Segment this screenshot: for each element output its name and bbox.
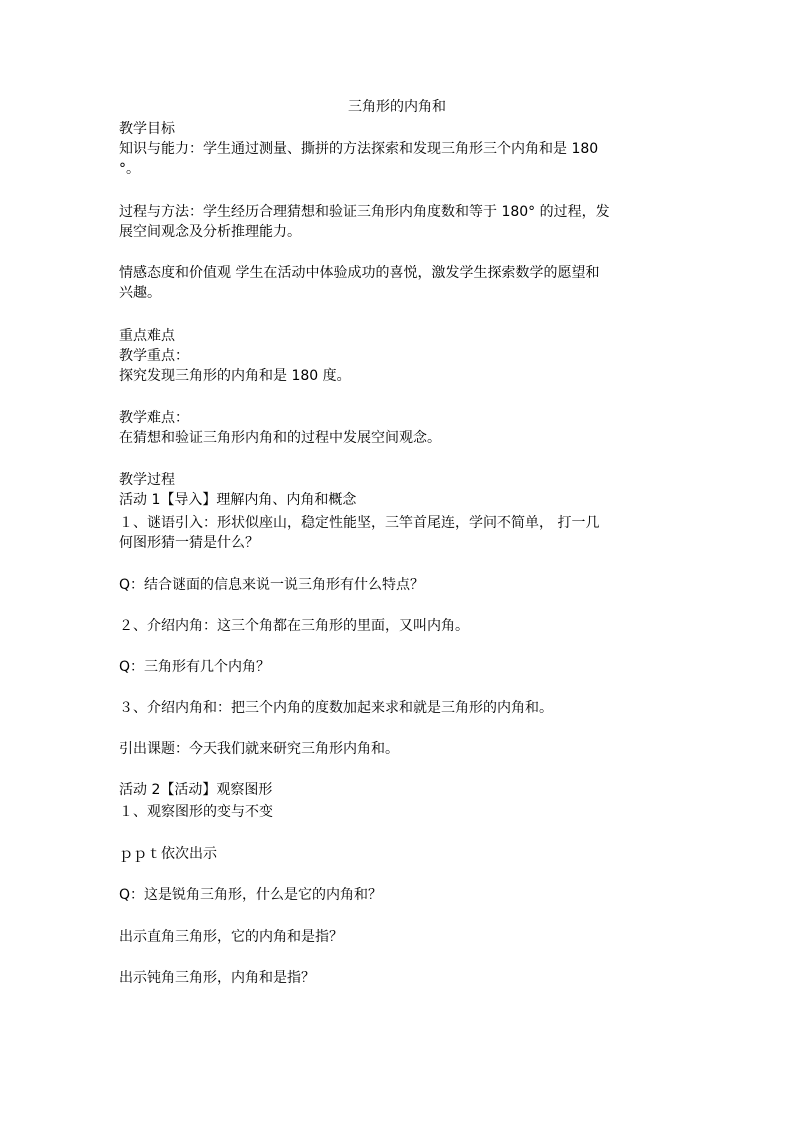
paragraph-line: 兴趣。 — [119, 285, 161, 301]
document-title: 三角形的内角和 — [348, 99, 446, 115]
activity-heading: 活动 1【导入】理解内角、内角和概念 — [119, 492, 357, 508]
paragraph-line: 情感态度和价值观 学生在活动中体验成功的喜悦，激发学生探索数学的愿望和 — [119, 265, 600, 281]
paragraph-line: °。 — [119, 161, 140, 177]
paragraph-line: １、观察图形的变与不变 — [119, 804, 273, 820]
paragraph-line: 知识与能力：学生通过测量、撕拼的方法探索和发现三角形三个内角和是 180 — [119, 141, 599, 157]
paragraph-line: 探究发现三角形的内角和是 180 度。 — [119, 368, 351, 384]
question-line: Q：这是锐角三角形，什么是它的内角和？ — [119, 887, 383, 903]
heading-teaching-goals: 教学目标 — [119, 121, 175, 137]
paragraph-line: ２、介绍内角：这三个角都在三角形的里面，又叫内角。 — [119, 618, 469, 634]
subheading-key-point: 教学重点： — [119, 348, 189, 364]
paragraph-line: ３、介绍内角和：把三个内角的度数加起来求和就是三角形的内角和。 — [119, 700, 553, 716]
subheading-difficult-point: 教学难点： — [119, 410, 189, 426]
heading-key-points: 重点难点 — [119, 328, 175, 344]
heading-teaching-process: 教学过程 — [119, 472, 175, 488]
paragraph-line: 出示钝角三角形，内角和是指？ — [119, 970, 315, 986]
paragraph-line: 何图形猜一猜是什么？ — [119, 535, 259, 551]
paragraph-line: 出示直角三角形，它的内角和是指？ — [119, 929, 343, 945]
paragraph-line: 过程与方法：学生经历合理猜想和验证三角形内角度数和等于 180° 的过程，发 — [119, 204, 610, 220]
question-line: Q：三角形有几个内角？ — [119, 659, 271, 675]
question-line: Q：结合谜面的信息来说一说三角形有什么特点？ — [119, 577, 425, 593]
paragraph-line: 引出课题：今天我们就来研究三角形内角和。 — [119, 741, 399, 757]
paragraph-line: 在猜想和验证三角形内角和的过程中发展空间观念。 — [119, 430, 441, 446]
activity-heading: 活动 2【活动】观察图形 — [119, 782, 273, 798]
paragraph-line: 展空间观念及分析推理能力。 — [119, 224, 301, 240]
paragraph-line: ｐｐｔ依次出示 — [119, 846, 217, 862]
paragraph-line: １、谜语引入：形状似座山，稳定性能坚，三竿首尾连，学问不简单， 打一几 — [119, 515, 600, 531]
